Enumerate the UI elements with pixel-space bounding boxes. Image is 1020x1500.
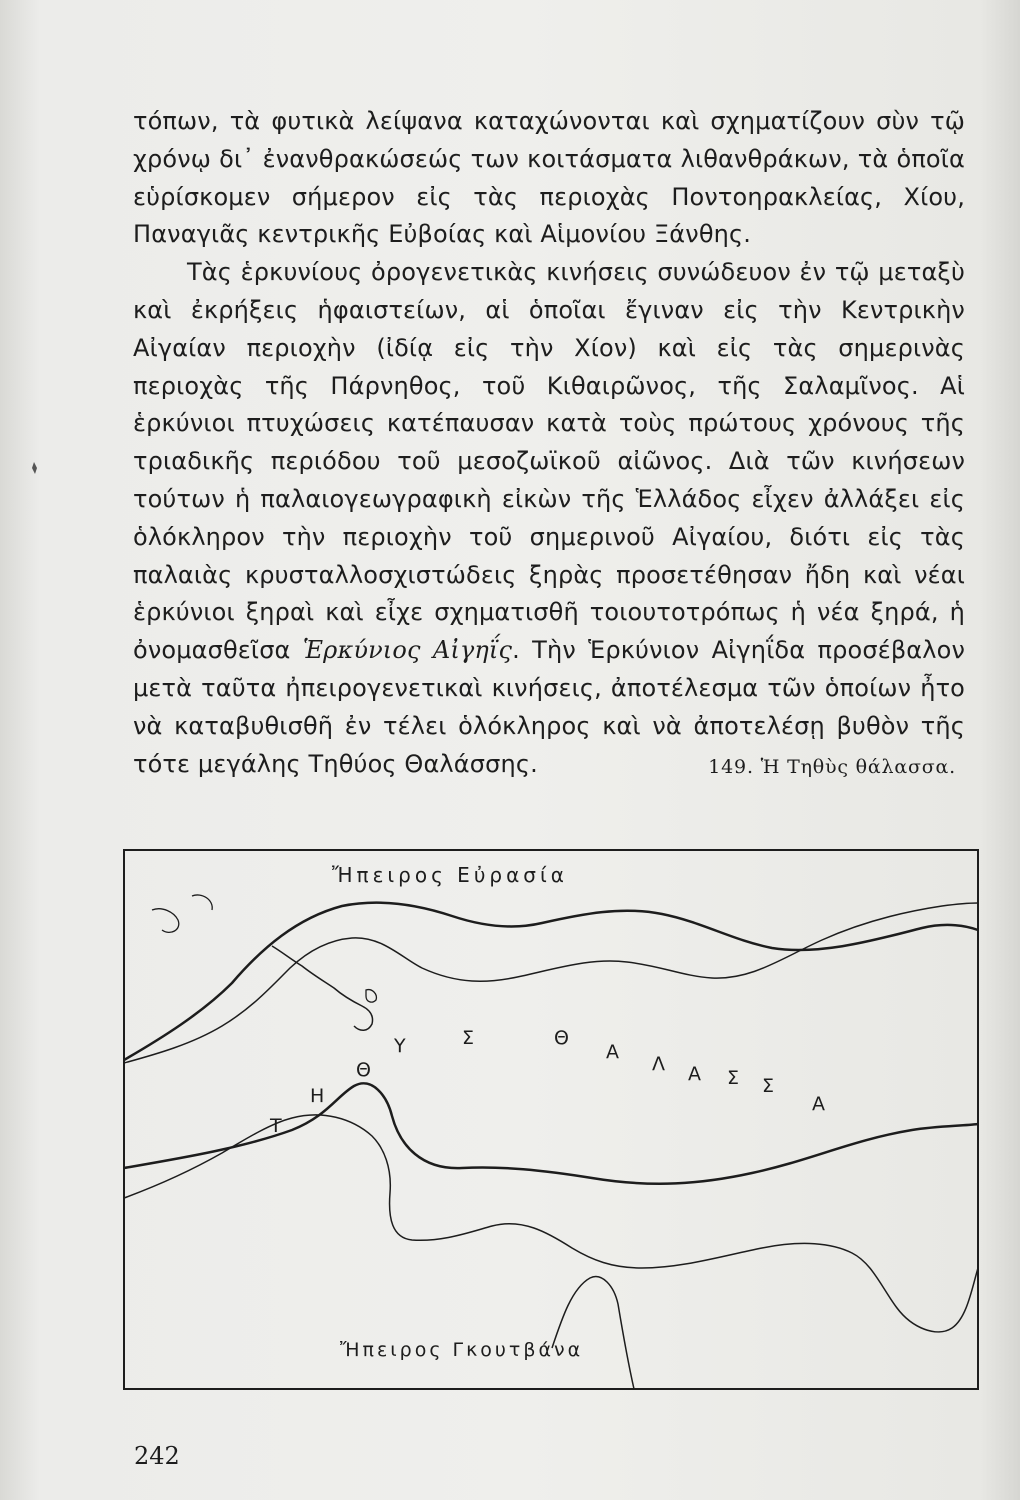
sea-letter: Σ <box>762 1075 775 1097</box>
sea-letter: Λ <box>652 1053 665 1075</box>
north-continent-label: Ἤπειρος Εὐρασία <box>332 863 568 887</box>
sea-letter: Τ <box>270 1115 282 1137</box>
inner-line-north <box>124 903 978 1063</box>
map-frame <box>124 850 978 1389</box>
paragraph-1: τόπων, τὰ φυτικὰ λείψανα καταχώνονται καὶ σχηματίζουν σὺν τῷ χρόνῳ δι᾽ ἐνανθρακώσεώς των κοιτάσματα λιθανθράκων, τὰ ὁποῖα εὑρίσκομεν σήμερον εἰς τὰς περιοχὰς Ποντοηρακλείας, Χίου, Παναγιᾶς κεντρικῆς Εὐβοίας καὶ Αἱμονίου Ξάνθης. <box>133 107 965 249</box>
sea-letter: Θ <box>356 1059 371 1081</box>
body-text <box>133 103 965 783</box>
coast-squiggle <box>152 895 212 932</box>
map-svg <box>122 848 980 1391</box>
sea-letter: Θ <box>554 1027 569 1049</box>
sea-letter: Α <box>812 1093 825 1115</box>
paragraph-2-end: . Τὴν Ἑρκύνιον Αἰγηΐδα προσέβαλον μετὰ ταῦτα ἠπειρογενετικαὶ κινήσεις, ἀποτέλεσμα τῶν ὁποίων ἦτο νὰ καταβυθισθῆ ἐν τέλει ὁλόκληρος καὶ νὰ ἀποτελέσῃ βυθὸν τῆς τότε μεγάλης Τηθύος Θαλάσσης. <box>133 636 965 778</box>
sea-letter: Η <box>310 1085 325 1107</box>
inner-line-south <box>124 1115 978 1332</box>
south-bay-outline <box>552 1277 634 1389</box>
paragraph-2-text: Τὰς ἑρκυνίους ὀρογενετικὰς κινήσεις συνώδευον ἐν τῷ μεταξὺ καὶ ἐκρήξεις ἡφαιστείων, αἱ ὁποῖαι ἔγιναν εἰς τὴν Κεντρικὴν Αἰγαίαν περιοχὴν (ἰδίᾳ εἰς τὴν Χίον) καὶ εἰς τὰς σημερινὰς περιοχὰς τῆς Πάρνηθος, τοῦ Κιθαιρῶνος, τῆς Σαλαμῖνος. Αἱ ἑρκύνιοι πτυχώσεις κατέπαυσαν κατὰ τοὺς πρώτους χρόνους τῆς τριαδικῆς περιόδου τοῦ μεσοζωϊκοῦ αἰῶνος. Διὰ τῶν κινήσεων τούτων ἡ παλαιογεωγραφικὴ εἰκὼν τῆς Ἑλλάδος εἶχεν ἀλλάξει εἰς ὁλόκληρον τὴν περιοχὴν τοῦ σημερινοῦ Αἰγαίου, διότι εἰς τὰς παλαιὰς κρυσταλλοσχιστώδεις ξηρὰς προσετέθησαν ἤδη καὶ νέαι ἑρκύνιοι ξηραὶ καὶ εἶχε σχηματισθῆ τοιουτοτρόπως ἡ νέα ξηρά, ἡ ὀνομασθεῖσα <box>133 258 965 665</box>
south-shoreline <box>124 1083 978 1183</box>
ink-mark <box>30 462 39 474</box>
tethys-sea-map <box>122 848 980 1391</box>
sea-letter: Σ <box>727 1067 740 1089</box>
peninsula-outline <box>272 946 373 1030</box>
figure-caption: 149. Ἡ Τηθὺς θάλασσα. <box>708 756 956 778</box>
north-shoreline <box>124 903 978 1060</box>
sea-label-letters <box>269 1027 825 1137</box>
sea-letter: Α <box>606 1041 619 1063</box>
island-outline <box>366 990 376 1002</box>
south-continent-label: Ἤπειρος Γκουτβάνα <box>340 1339 584 1361</box>
sea-letter: Υ <box>394 1035 406 1057</box>
sea-letter: Α <box>688 1063 701 1085</box>
italic-term: Ἑρκύνιος Αἰγηΐς <box>302 636 513 665</box>
paragraph-2 <box>133 254 965 783</box>
page-number: 242 <box>134 1442 180 1470</box>
sea-letter: Σ <box>462 1027 475 1049</box>
